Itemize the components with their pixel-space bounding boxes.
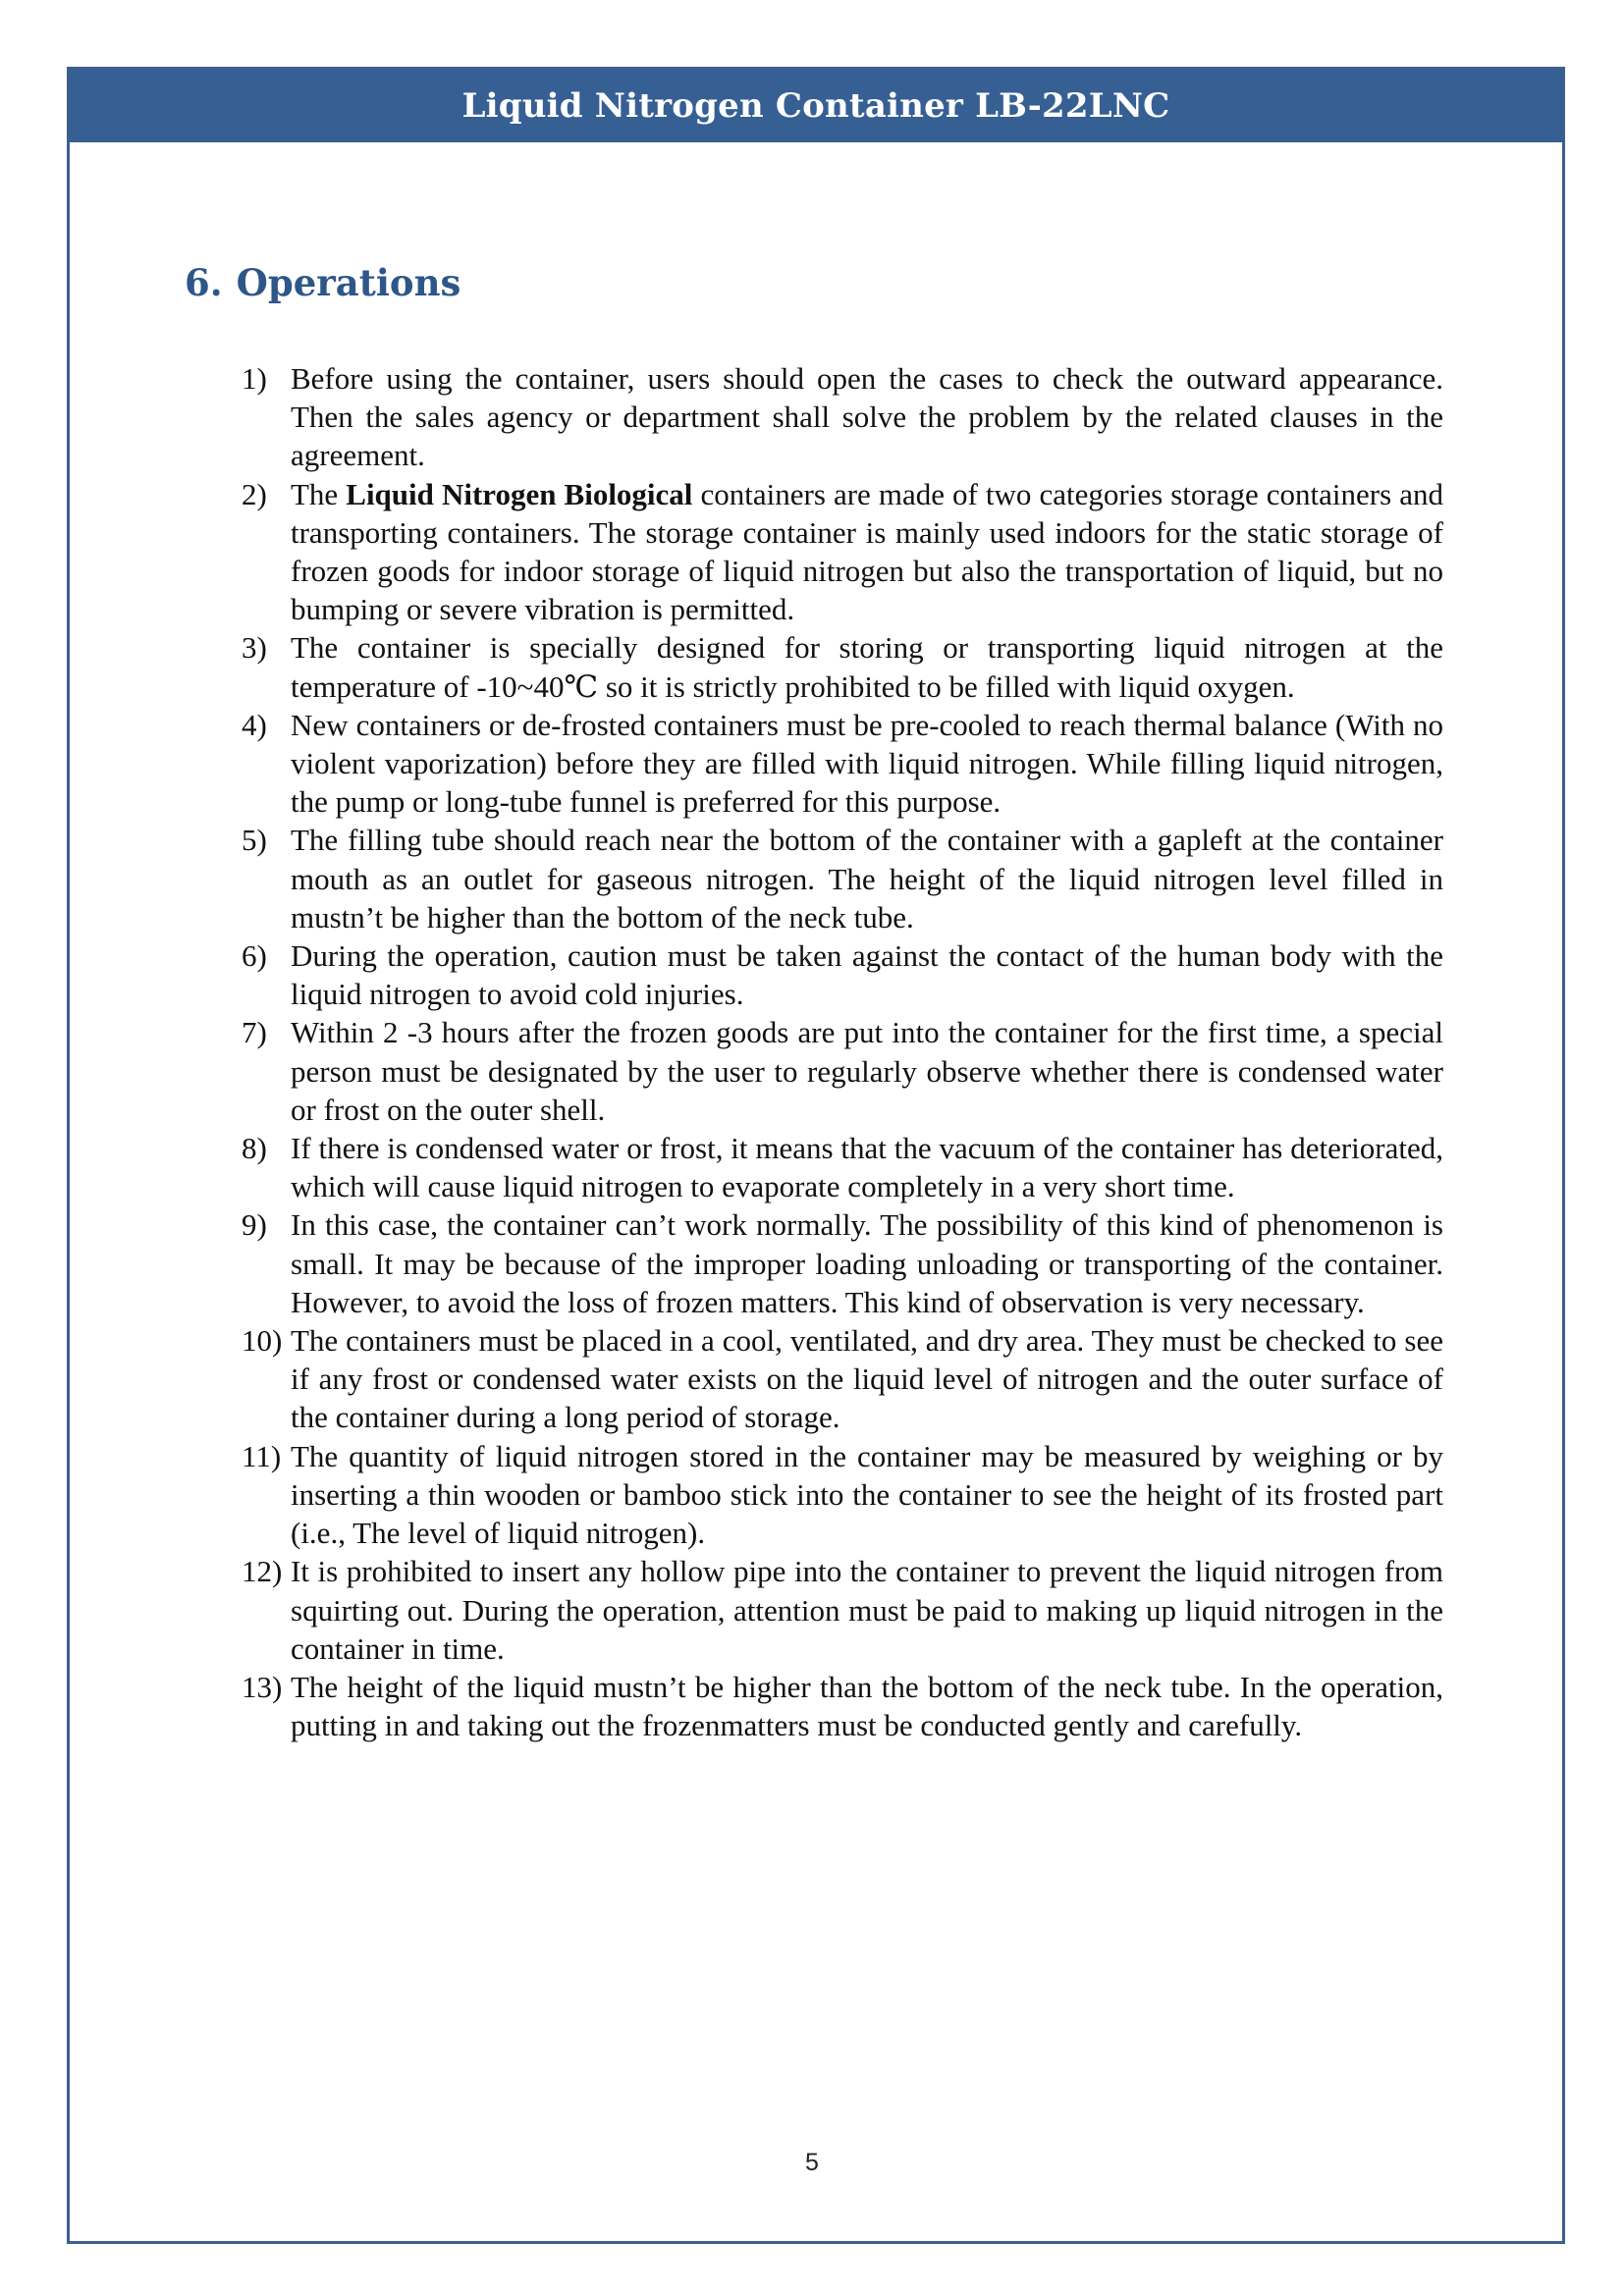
list-item	[242, 1437, 1443, 1553]
item-text: It is prohibited to insert any hollow pipe into the container to prevent the liquid nitrogen from squirting out. During the operation, attention must be paid to making up liquid nitrogen in the container in time.	[291, 1554, 1443, 1666]
list-item	[242, 821, 1443, 936]
list-item	[242, 706, 1443, 822]
list-item	[242, 1013, 1443, 1129]
item-text: Within 2 -3 hours after the frozen goods are put into the container for the first time, a special person must be designated by the user to regularly observe whether there is condensed water or frost on the outer shell.	[291, 1015, 1443, 1127]
item-number: 2)	[242, 476, 267, 511]
item-text: New containers or de-frosted containers must be pre-cooled to reach thermal balance (With no violent vaporization) before they are filled with liquid nitrogen. While filling liquid nitrogen, the pump or long-tube funnel is preferred for this purpose.	[291, 707, 1443, 820]
item-text: If there is condensed water or frost, it means that the vacuum of the container has deteriorated, which will cause liquid nitrogen to evaporate completely in a very short time.	[291, 1131, 1443, 1204]
item-number: 3)	[242, 630, 267, 666]
item-number: 6)	[242, 938, 267, 974]
list-item	[242, 628, 1443, 705]
section-number: 6.	[185, 261, 223, 304]
list-item	[242, 1668, 1443, 1744]
item-text-post: containers are made of two categories storage containers and transporting containers. The storage container is mainly used indoors for the static storage of frozen goods for indoor storage of liquid nitrogen but also the transportation of liquid, but no bumping or severe vibration is permitted.	[291, 476, 1443, 627]
item-text: The filling tube should reach near the bottom of the container with a gapleft at the container mouth as an outlet for gaseous nitrogen. The height of the liquid nitrogen level filled in mustn’t be higher than the bottom of the neck tube.	[291, 823, 1443, 934]
item-number: 9)	[242, 1207, 267, 1243]
item-number: 10)	[242, 1323, 283, 1359]
list-item	[242, 475, 1443, 629]
list-item	[242, 1321, 1443, 1437]
item-number: 7)	[242, 1015, 267, 1050]
section-title-text: Operations	[236, 261, 461, 304]
list-item	[242, 936, 1443, 1013]
list-item	[242, 359, 1443, 475]
operations-list	[242, 359, 1443, 1744]
item-number: 12)	[242, 1554, 283, 1589]
header-title: Liquid Nitrogen Container LB-22LNC	[70, 70, 1562, 142]
list-item	[242, 1552, 1443, 1668]
item-text: The containers must be placed in a cool, ventilated, and dry area. They must be checked to see if any frost or condensed water exists on the liquid level of nitrogen and the outer surface of the container during a long period of storage.	[291, 1323, 1443, 1435]
item-text-pre: The	[291, 476, 347, 511]
item-text: In this case, the container can’t work normally. The possibility of this kind of phenomenon is small. It may be because of the improper loading unloading or transporting of the container. However, to avoid the loss of frozen matters. This kind of observation is very necessary.	[291, 1207, 1443, 1319]
item-number: 13)	[242, 1669, 283, 1704]
item-text: The container is specially designed for storing or transporting liquid nitrogen at the temperature of -10~40℃ so it is strictly prohibited to be filled with liquid oxygen.	[291, 630, 1443, 704]
item-number: 5)	[242, 823, 267, 858]
item-number: 4)	[242, 707, 267, 742]
item-number: 11)	[242, 1438, 282, 1473]
item-number: 1)	[242, 361, 267, 396]
item-text: During the operation, caution must be taken against the contact of the human body with the liquid nitrogen to avoid cold injuries.	[291, 938, 1443, 1012]
item-number: 8)	[242, 1131, 267, 1166]
section-title	[185, 261, 461, 304]
list-item	[242, 1205, 1443, 1321]
list-item	[242, 1129, 1443, 1205]
page-number: 5	[805, 2149, 819, 2176]
item-text: The quantity of liquid nitrogen stored in the container may be measured by weighing or by inserting a thin wooden or bamboo stick into the container to see the height of its frosted part (i.e., The level of liquid nitrogen).	[291, 1438, 1443, 1551]
item-text-bold: Liquid Nitrogen Biological	[346, 476, 693, 511]
item-text: The height of the liquid mustn’t be higher than the bottom of the neck tube. In the operation, putting in and taking out the frozenmatters must be conducted gently and carefully.	[291, 1669, 1443, 1743]
item-text: Before using the container, users should open the cases to check the outward appearance. Then the sales agency or department shall solve the problem by the related clauses in the agreement.	[291, 361, 1443, 473]
